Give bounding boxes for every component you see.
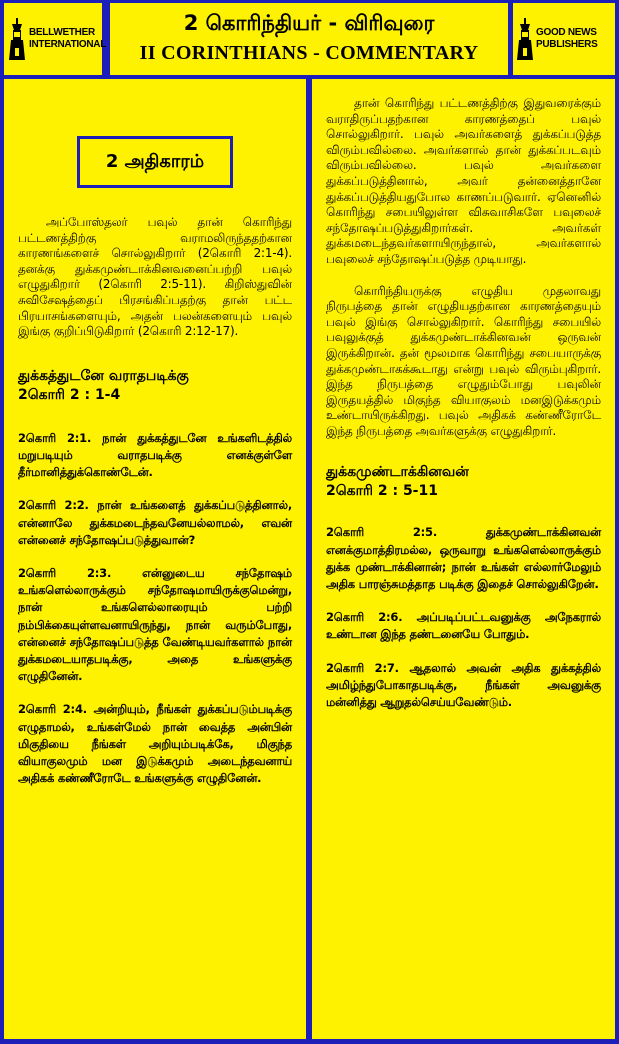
- logo-line: INTERNATIONAL: [29, 39, 107, 50]
- commentary-paragraph: கொரிந்தியருக்கு எழுதிய முதலாவது நிருபத்தை தான் எழுதியதற்கான காரணத்தையும் பவுல் இங்கு சொல்லுகிறார். கொரிந்து சபையில் பவுலுக்குத் துக்கமுண்டாக்கினவன் ஒருவன் இருக்கிறான். தன் மூலமாக கொரிந்து சபையாருக்கு துக்கமுண்டாகக்கூடாது என்று பவுல் விரும்புகிறார். இந்த நிருபத்தை எழுதும்போது பவுலின் இருதயத்தில் மிகுந்த வியாகுலம் மனஇடுக்கமும் உண்டாயிருக்கிறது. பவுல் அதிகக் கண்ணீரோடே இந்த நிருபத்தை அவர்களுக்கு எழுதுகிறார்.: [326, 283, 601, 438]
- bell-tower-icon: [8, 18, 26, 60]
- section-reference: 2கொரி 2 : 5-11: [326, 483, 438, 500]
- good-news-logo[interactable]: [513, 3, 615, 75]
- logo-line: GOOD NEWS: [536, 27, 597, 38]
- left-column: [4, 79, 306, 1039]
- verse-2-5: 2கொரி 2:5. துக்கமுண்டாக்கினவன் எனக்குமாத்திரமல்ல, ஒருவாறு உங்களெல்லாருக்கும் துக்க முண்டாக்கினான்; நான் உங்கள் எல்லார்மேலும் அதிக பாரஞ்சுமத்தாத படிக்கு இதைச் சொல்லுகிறேன்.: [326, 525, 601, 592]
- page-header: [110, 3, 508, 75]
- bell-tower-icon: [517, 18, 533, 60]
- verse-2-1: 2கொரி 2:1. நான் துக்கத்துடனே உங்களிடத்தில் மறுபடியும் வராதபடிக்கு எனக்குள்ளே தீர்மானித்துக்கொண்டேன்.: [18, 430, 292, 480]
- verse-2-3: 2கொரி 2:3. என்னுடைய சந்தோஷம் உங்களெல்லாருக்கும் சந்தோஷமாயிருக்குமென்று, நான் உங்களெல்லாரையும் பற்றி நம்பிக்கையுள்ளவனாயிருந்து, நான் வரும்போது, என்னைச் சந்தோஷப்படுத்த வேண்டியவர்களால் நான் துக்கமடையாதபடிக்கு, அதை உங்களுக்கு எழுதினேன்.: [18, 565, 292, 684]
- title-english: II CORINTHIANS - COMMENTARY: [139, 42, 479, 64]
- bellwether-logo[interactable]: [4, 3, 107, 75]
- section-reference: 2கொரி 2 : 1-4: [18, 386, 121, 403]
- commentary-paragraph: தான் கொரிந்து பட்டணத்திற்கு இதுவரைக்கும் வராதிருப்பதற்கான காரணத்தைப் பவுல் சொல்லுகிறார். பவுல் அவர்களைத் துக்கப்படுத்த விரும்பவில்லை. அவர்களால் தான் துக்கப்படவும் விரும்பவில்லை. பவுல் அவர்களை துக்கப்படுத்தினால், அவர் தன்னைத்தானே துக்கப்படுத்தியதுபோல காணப்படுவார். ஏனெனில் கொரிந்து சபையிலுள்ள விசுவாசிகளே பவுலைச் சந்தோஷப்படுத்துகிறார்கள். அவர்கள் துக்கமடைந்தவர்களாயிருந்தால், அவர்களால் பவுலைச் சந்தோஷப்படுத்த முடியாது.: [326, 96, 601, 266]
- good-news-logo-text: [536, 27, 597, 51]
- verse-2-4: 2கொரி 2:4. அன்றியும், நீங்கள் துக்கப்படும்படிக்கு எழுதாமல், உங்கள்மேல் நான் வைத்த அன்பின் மிகுதியை நீங்கள் அறியும்படிக்கே, மிகுந்த வியாகுலமும் மன இடுக்கமும் அடைந்தவனாய் அதிகக் கண்ணீரோடே உங்களுக்கு எழுதினேன்.: [18, 702, 292, 786]
- right-column: [312, 79, 615, 1039]
- logo-line: BELLWETHER: [29, 27, 95, 38]
- logo-line: PUBLISHERS: [536, 39, 598, 50]
- verse-2-6: 2கொரி 2:6. அப்படிப்பட்டவனுக்கு அநேகரால் உண்டான இந்த தண்டனையே போதும்.: [326, 610, 601, 642]
- verse-2-7: 2கொரி 2:7. ஆதலால் அவன் அதிக துக்கத்தில் அமிழ்ந்துபோகாதபடிக்கு, நீங்கள் அவனுக்கு மன்னித்து ஆறுதல்செய்யவேண்டும்.: [326, 660, 601, 710]
- section-title: துக்கத்துடனே வராதபடிக்கு: [18, 367, 189, 384]
- title-tamil: 2 கொரிந்தியர் - விரிவுரை: [183, 11, 435, 35]
- bellwether-logo-text: [29, 27, 106, 51]
- intro-paragraph: அப்போஸ்தலர் பவுல் தான் கொரிந்து பட்டணத்திற்கு வராமலிருந்ததற்கான காரணங்களைச் சொல்லுகிறார் (2கொரி 2:1-4). தனக்கு துக்கமுண்டாக்கினவனைப்பற்றி பவுல் எழுதுகிறார் (2கொரி 2:5-11). கிறிஸ்துவின் சுவிசேஷத்தைப் பிரசங்கிப்பதற்கு தான் பட்ட பிரயாசங்களையும், அதன் பலன்களையும் பவுல் இங்கு குறிப்பிடுகிறார் (2கொரி 2:12-17).: [18, 215, 292, 339]
- section-title: துக்கமுண்டாக்கினவன்: [326, 464, 469, 481]
- chapter-title: 2 அதிகாரம்: [77, 136, 233, 188]
- verse-2-2: 2கொரி 2:2. நான் உங்களைத் துக்கப்படுத்தினால், என்னாலே துக்கமடைந்தவனேயல்லாமல், எவன் என்னைச் சந்தோஷப்படுத்துவான்?: [18, 498, 292, 547]
